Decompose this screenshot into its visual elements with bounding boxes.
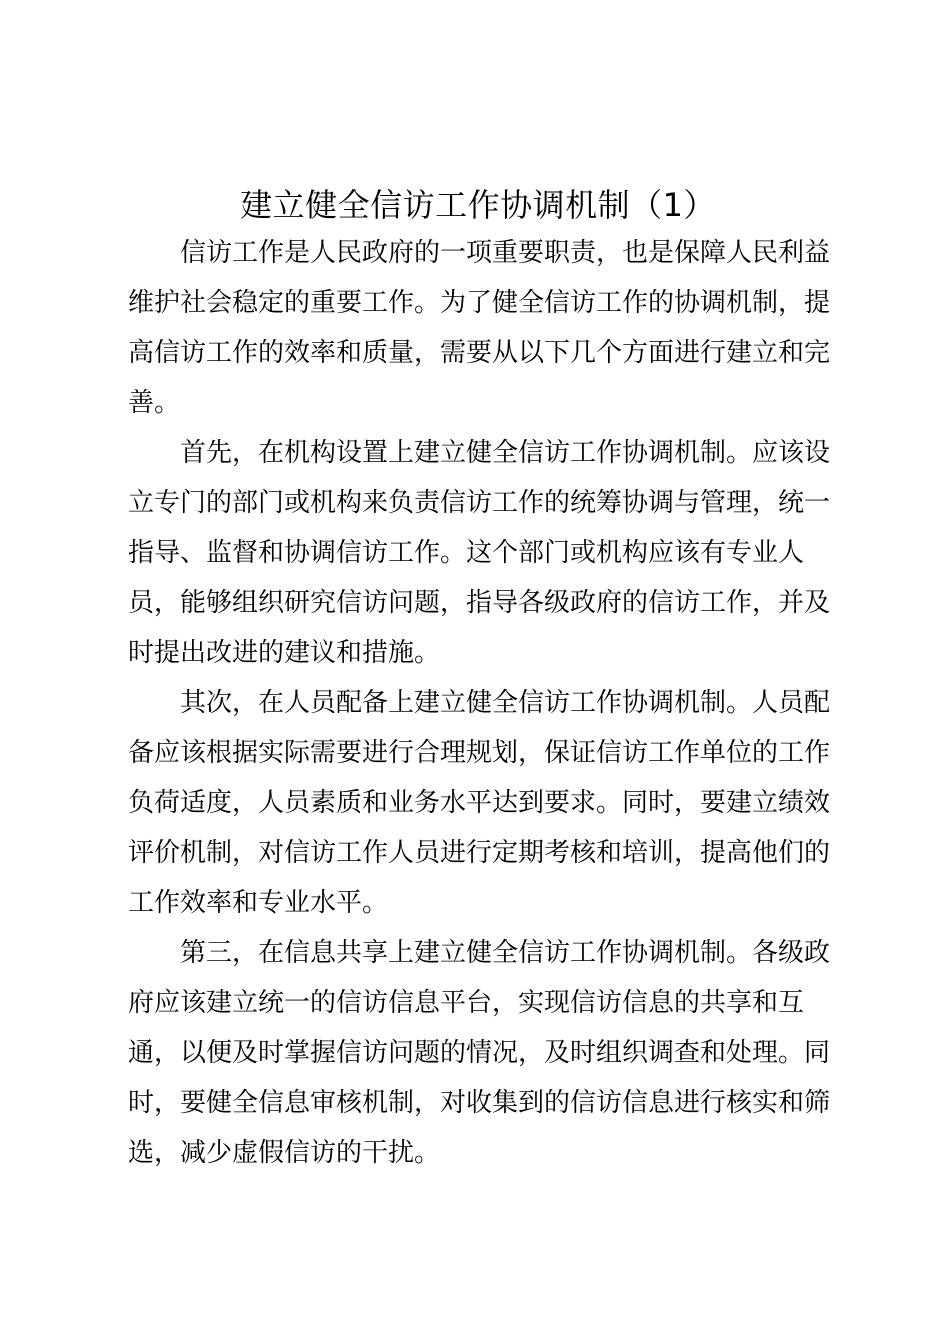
paragraph-staffing: 其次，在人员配备上建立健全信访工作协调机制。人员配备应该根据实际需要进行合理规划，保证信访工作单位的工作负荷适度，人员素质和业务水平达到要求。同时，要建立绩效评价机制，对信访工作人员进行定期考核和培训，提高他们的工作效率和专业水平。 — [128, 688, 831, 918]
paragraph-intro: 信访工作是人民政府的一项重要职责，也是保障人民利益维护社会稳定的重要工作。为了健全信访工作的协调机制，提高信访工作的效率和质量，需要从以下几个方面进行建立和完善。 — [128, 238, 831, 418]
document-title: 建立健全信访工作协调机制（1） — [240, 186, 716, 224]
document-body — [128, 228, 832, 1178]
paragraph-institution: 首先，在机构设置上建立健全信访工作协调机制。应该设立专门的部门或机构来负责信访工作的统筹协调与管理，统一指导、监督和协调信访工作。这个部门或机构应该有专业人员，能够组织研究信访问题，指导各级政府的信访工作，并及时提出改进的建议和措施。 — [128, 438, 831, 668]
paragraph-information-sharing: 第三，在信息共享上建立健全信访工作协调机制。各级政府应该建立统一的信访信息平台，实现信访信息的共享和互通，以便及时掌握信访问题的情况，及时组织调查和处理。同时，要健全信息审核机制，对收集到的信访信息进行核实和筛选，减少虚假信访的干扰。 — [128, 938, 831, 1168]
